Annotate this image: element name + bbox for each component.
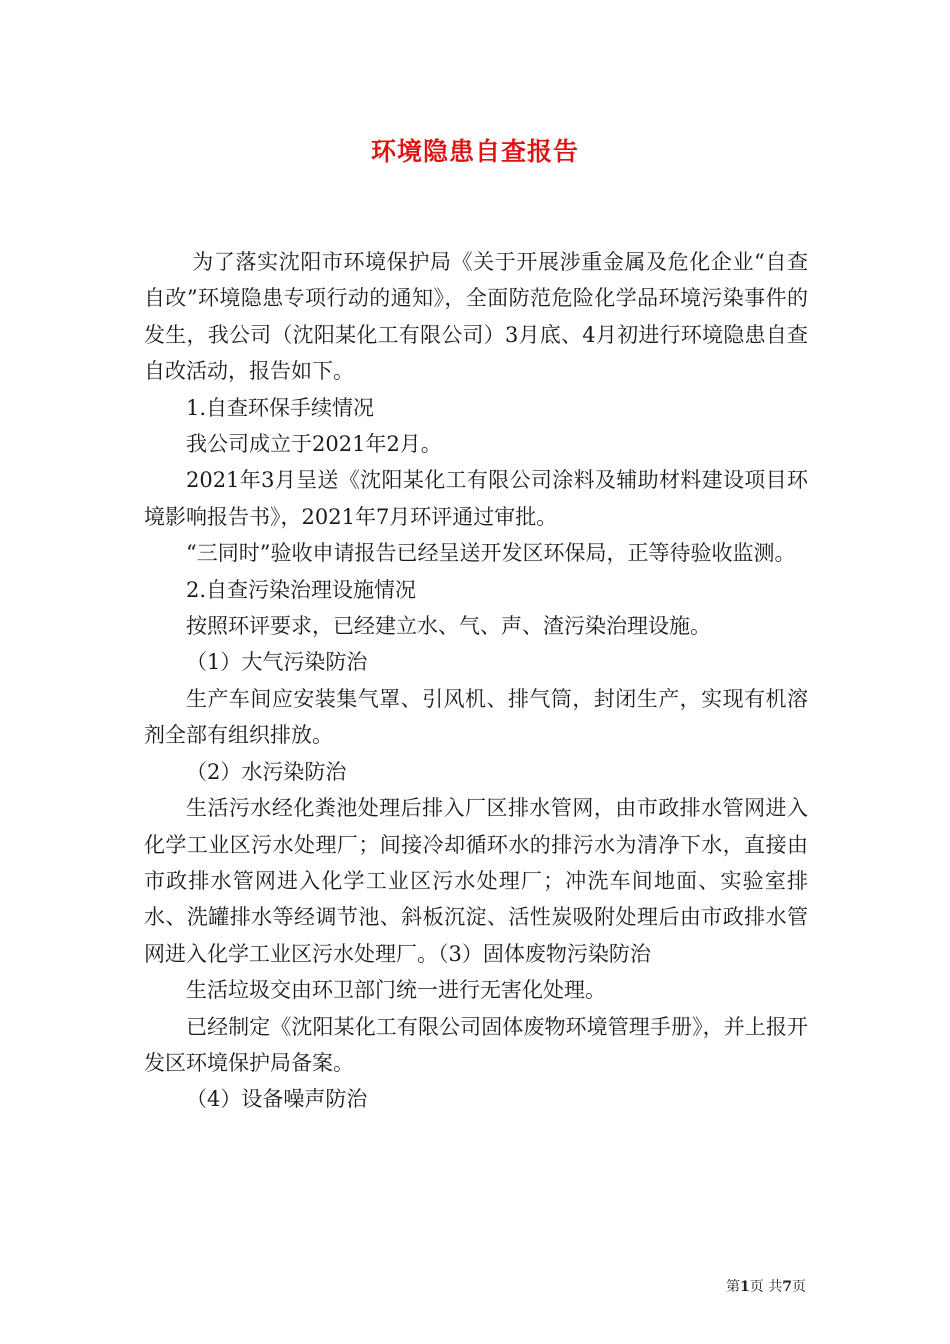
subsection-heading: （4）设备噪声防治: [186, 1087, 368, 1112]
paragraph: 已经制定《沈阳某化工有限公司固体废物环境管理手册》，并上报开发区环境保护局备案。: [144, 1014, 808, 1075]
document-title: 环境隐患自查报告: [370, 137, 579, 166]
document-body: [144, 244, 808, 1118]
total-pages: 7: [782, 1279, 792, 1295]
page-number-prefix: 第: [726, 1279, 741, 1295]
paragraph: 2021年3月呈送《沈阳某化工有限公司涂料及辅助材料建设项目环境影响报告书》，2021年7月环评通过审批。: [144, 468, 808, 529]
subsection-heading: （1）大气污染防治: [186, 650, 368, 675]
paragraph: 我公司成立于2021年2月。: [186, 432, 442, 457]
paragraph: 按照环评要求，已经建立水、气、声、渣污染治理设施。: [186, 614, 711, 639]
section-heading-1: 1.自查环保手续情况: [186, 395, 375, 420]
paragraph-intro: 为了落实沈阳市环境保护局《关于开展涉重金属及危化企业“自查自改”环境隐患专项行动的通知》，全面防范危险化学品环境污染事件的发生，我公司（沈阳某化工有限公司）3月底、4月初进行环境隐患自查自改活动，报告如下。: [144, 250, 808, 384]
paragraph: 生活污水经化粪池处理后排入厂区排水管网，由市政排水管网进入化学工业区污水处理厂；间接冷却循环水的排污水为清净下水，直接由市政排水管网进入化学工业区污水处理厂；冲洗车间地面、实验室排水、洗罐排水等经调节池、斜板沉淀、活性炭吸附处理后由市政排水管网进入化学工业区污水处理厂。（3）固体废物污染防治: [144, 796, 808, 966]
subsection-heading: （2）水污染防治: [186, 759, 347, 784]
page-number-suffix: 页: [792, 1279, 806, 1295]
page-number: [726, 1276, 806, 1296]
current-page: 1: [740, 1279, 750, 1295]
page-number-middle: 页 共: [749, 1279, 783, 1295]
paragraph: 生活垃圾交由环卫部门统一进行无害化处理。: [186, 978, 606, 1003]
paragraph: “三同时”验收申请报告已经呈送开发区环保局，正等待验收监测。: [186, 541, 796, 566]
paragraph: 生产车间应安装集气罩、引风机、排气筒，封闭生产，实现有机溶剂全部有组织排放。: [144, 686, 808, 748]
section-heading-2: 2.自查污染治理设施情况: [186, 577, 417, 602]
